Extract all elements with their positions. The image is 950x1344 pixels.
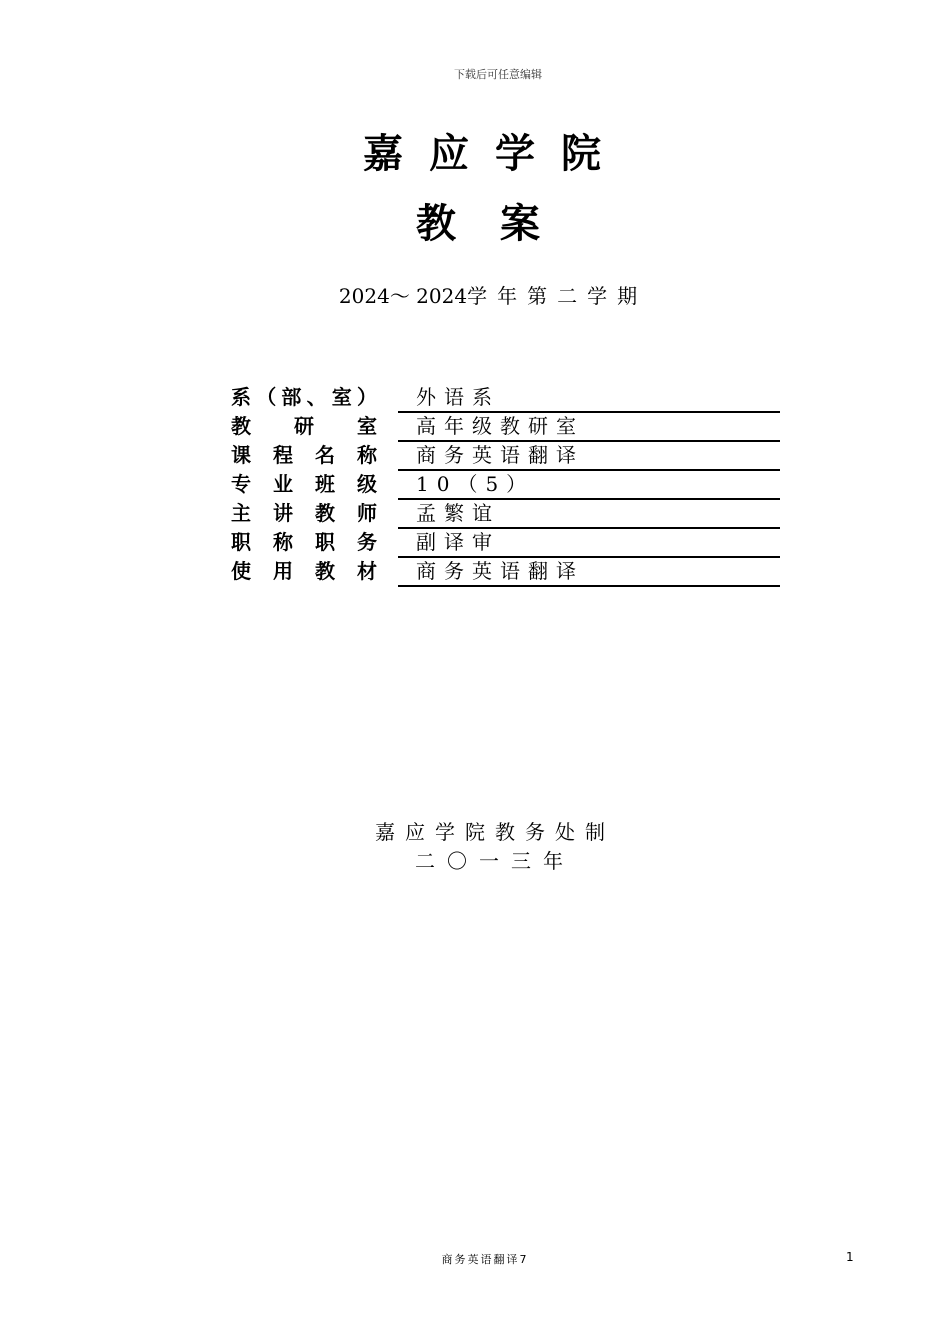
info-row-textbook (231, 558, 780, 587)
info-row-department (231, 384, 780, 413)
course-info-table (231, 384, 780, 587)
academic-term (0, 280, 950, 309)
info-label: 课程名称 (231, 443, 377, 467)
term-separator: ～ (389, 284, 410, 308)
info-label: 主讲教师 (231, 501, 377, 525)
info-row-lecturer (231, 500, 780, 529)
term-year-start: 2024 (338, 284, 390, 308)
info-label: 专业班级 (231, 472, 377, 496)
term-year-end: 2024 (416, 284, 468, 308)
info-row-class (231, 471, 780, 500)
document-type-title: 教案 (416, 200, 584, 247)
info-label: 系（部、室） (231, 385, 377, 409)
info-value: 副译审 (398, 529, 780, 558)
header-note: 下载后可任意编辑 (454, 68, 542, 81)
term-suffix: 学年第二学期 (467, 284, 648, 308)
info-label: 使用教材 (231, 559, 377, 583)
info-label: 职称职务 (231, 530, 377, 554)
page-number: 1 (846, 1250, 854, 1264)
page-footer-text: 商务英语翻译7 (441, 1253, 529, 1266)
issuing-year: 二〇一三年 (415, 849, 575, 873)
school-name: 嘉应学院 (363, 130, 627, 177)
info-value: 孟繁谊 (398, 500, 780, 529)
info-value: 商务英语翻译 (398, 558, 780, 587)
info-row-teaching-office (231, 413, 780, 442)
issuing-office: 嘉应学院教务处制 (375, 820, 615, 844)
info-row-course-name (231, 442, 780, 471)
info-label: 教研室 (231, 414, 377, 438)
info-value: 外语系 (398, 384, 780, 413)
info-value: 10（5） (398, 471, 780, 500)
info-row-title (231, 529, 780, 558)
info-value: 商务英语翻译 (398, 442, 780, 471)
info-value: 高年级教研室 (398, 413, 780, 442)
